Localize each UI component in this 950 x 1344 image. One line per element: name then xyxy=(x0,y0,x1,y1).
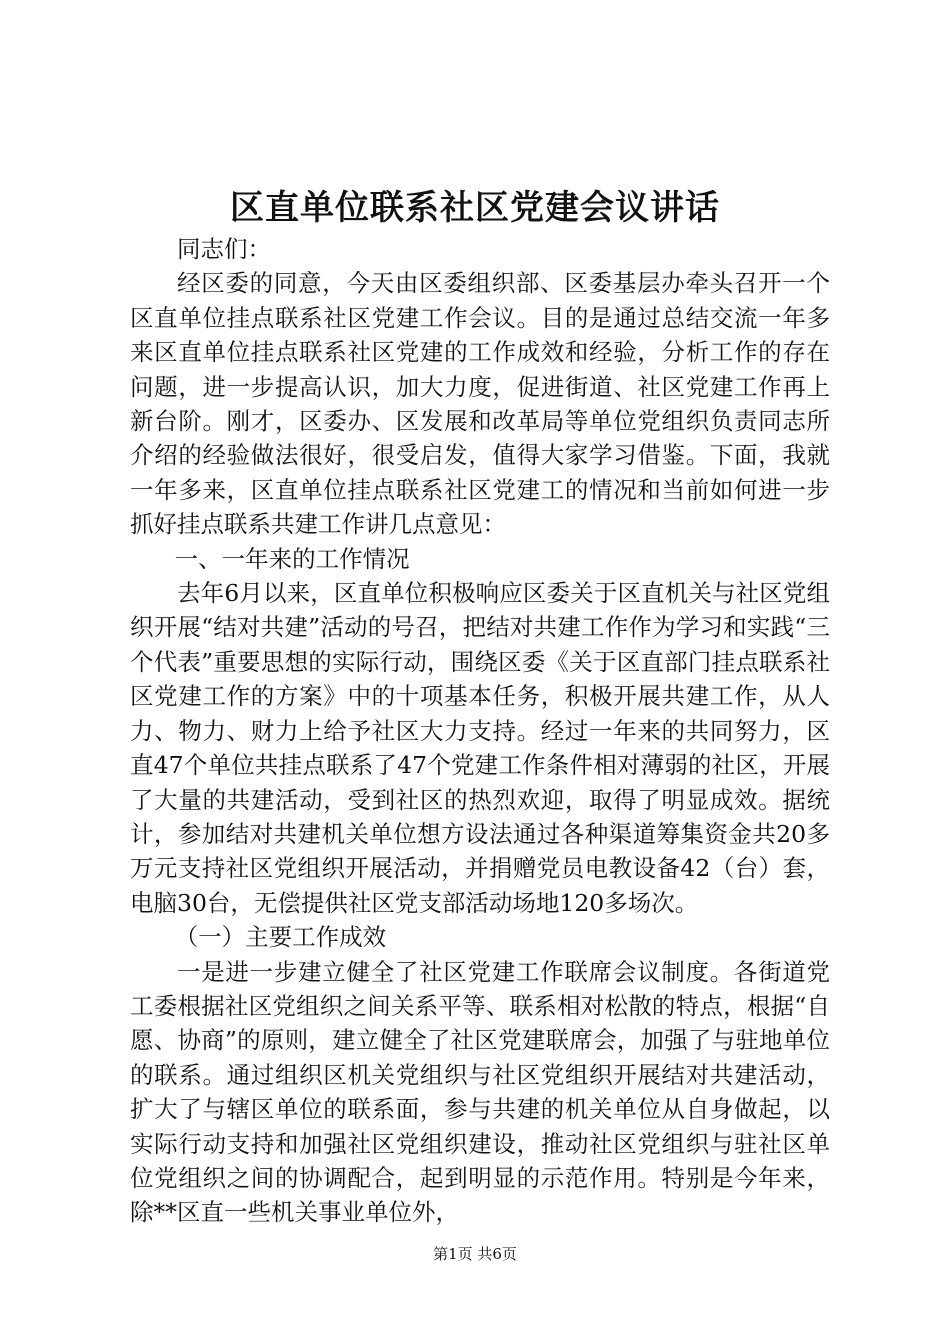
intro-paragraph: 经区委的同意，今天由区委组织部、区委基层办牵头召开一个区直单位挂点联系社区党建工作会议。目的是通过总结交流一年多来区直单位挂点联系社区党建的工作成效和经验，分析工作的存在问题，进一步提高认识，加大力度，促进街道、社区党建工作再上新台阶。刚才，区委办、区发展和改革局等单位党组织负责同志所介绍的经验做法很好，很受启发，值得大家学习借鉴。下面，我就一年多来，区直单位挂点联系社区党建工的情况和当前如何进一步抓好挂点联系共建工作讲几点意见： xyxy=(130,269,830,539)
page-number: 第1页 共6页 xyxy=(433,1245,517,1263)
salutation: 同志们： xyxy=(177,235,271,263)
subsection-heading: （一）主要工作成效 xyxy=(174,923,387,952)
document-body xyxy=(130,232,830,1230)
body-paragraph: 一是进一步建立健全了社区党建工作联席会议制度。各街道党工委根据社区党组织之间关系平等、联系相对松散的特点，根据“自愿、协商”的原则，建立健全了社区党建联席会，加强了与驻地单位的联系。通过组织区机关党组织与社区党组织开展结对共建活动，扩大了与辖区单位的联系面，参与共建的机关单位从自身做起，以实际行动支持和加强社区党组织建设，推动社区党组织与驻社区单位党组织之间的协调配合，起到明显的示范作用。特别是今年来，除**区直一些机关事业单位外， xyxy=(130,957,830,1227)
body-paragraph: 去年6月以来，区直单位积极响应区委关于区直机关与社区党组织开展“结对共建”活动的号召，把结对共建工作作为学习和实践“三个代表”重要思想的实际行动，围绕区委《关于区直部门挂点联系社区党建工作的方案》中的十项基本任务，积极开展共建工作，从人力、物力、财力上给予社区大力支持。经过一年来的共同努力，区直47个单位共挂点联系了47个党建工作条件相对薄弱的社区，开展了大量的共建活动，受到社区的热烈欢迎，取得了明显成效。据统计，参加结对共建机关单位想方设法通过各种渠道筹集资金共20多万元支持社区党组织开展活动，并捐赠党员电教设备42（台）套，电脑30台，无偿提供社区党支部活动场地120多场次。 xyxy=(130,579,830,917)
section-heading: 一、一年来的工作情况 xyxy=(174,544,410,573)
document-title: 区直单位联系社区党建会议讲话 xyxy=(230,188,720,228)
